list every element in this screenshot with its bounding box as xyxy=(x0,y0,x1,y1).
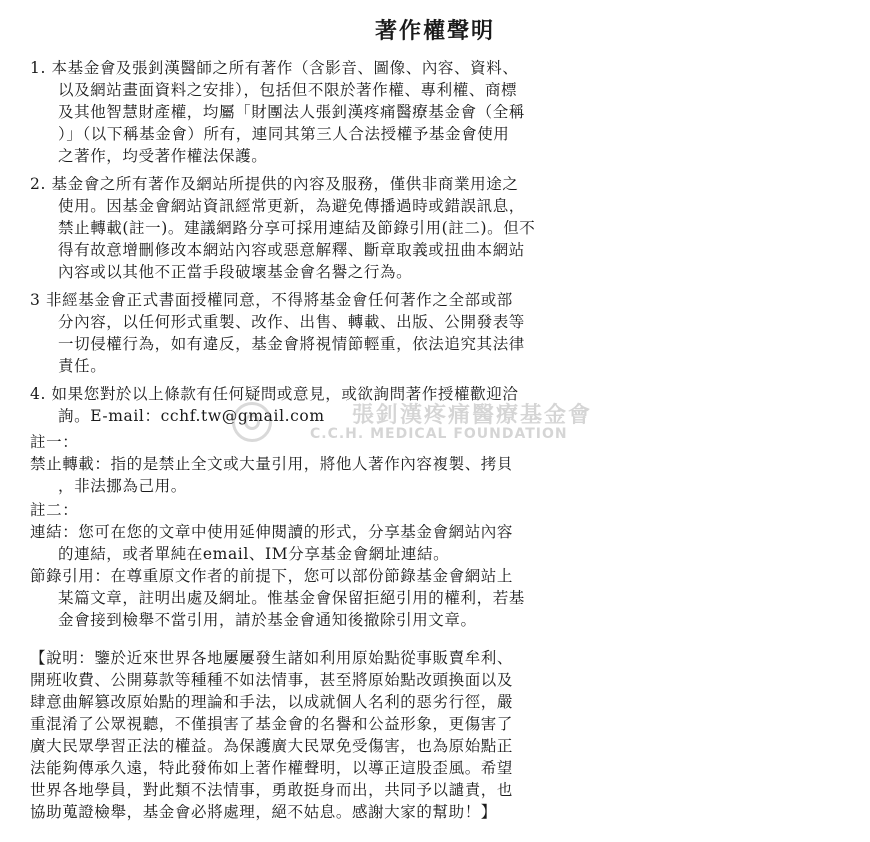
explanation-line-3: 肆意曲解篡改原始點的理論和手法，以成就個人名利的惡劣行徑，嚴 xyxy=(30,693,514,711)
note-1-line-2: ，非法挪為己用。 xyxy=(58,477,187,495)
note-2-line-5: 金會接到檢舉不當引用，請於基金會通知後撤除引用文章。 xyxy=(58,611,477,629)
clause-3-line-1: 3 非經基金會正式書面授權同意，不得將基金會任何著作之全部或部 xyxy=(30,291,513,309)
note-2-line-2: 的連結，或者單純在email、IM分享基金會網址連結。 xyxy=(58,545,450,563)
note-1-heading: 註一： xyxy=(30,433,79,451)
page-title: 著作權聲明 xyxy=(374,18,495,44)
note-2-line-4: 某篇文章，註明出處及網址。惟基金會保留拒絕引用的權利，若基 xyxy=(58,589,525,607)
clause-3-line-3: 一切侵權行為，如有違反，基金會將視情節輕重，依法追究其法律 xyxy=(58,335,525,353)
clause-1-line-2: 以及網站畫面資料之安排），包括但不限於著作權、專利權、商標 xyxy=(58,81,518,99)
watermark-name-en: C.C.H. MEDICAL FOUNDATION xyxy=(310,426,568,442)
note-2-heading: 註二： xyxy=(30,501,79,519)
note-2-line-3: 節錄引用：在尊重原文作者的前提下，您可以部份節錄基金會網站上 xyxy=(30,567,514,585)
clause-2-line-3: 禁止轉載(註一)。建議網路分享可採用連結及節錄引用(註二)。但不 xyxy=(58,219,536,237)
clause-1-line-1: 1. 本基金會及張釗漢醫師之所有著作（含影音、圖像、內容、資料、 xyxy=(30,59,519,77)
clause-2-line-2: 使用。因基金會網站資訊經常更新，為避免傳播過時或錯誤訊息， xyxy=(58,197,525,215)
clause-4-line-1: 4. 如果您對於以上條款有任何疑問或意見，或欲詢問著作授權歡迎洽 xyxy=(30,385,519,403)
watermark-name-cn: 張釗漢疼痛醫療基金會 xyxy=(352,402,593,428)
explanation-line-5: 廣大民眾學習正法的權益。為保護廣大民眾免受傷害，也為原始點正 xyxy=(30,737,514,755)
explanation-line-1: 【說明：鑒於近來世界各地屢屢發生諸如利用原始點從事販賣牟利、 xyxy=(30,649,514,667)
note-1-line-1: 禁止轉載：指的是禁止全文或大量引用，將他人著作內容複製、拷貝 xyxy=(30,455,514,473)
explanation-line-2: 開班收費、公開募款等種種不如法情事，甚至將原始點改頭換面以及 xyxy=(30,671,514,689)
clause-1-line-5: 之著作，均受著作權法保護。 xyxy=(58,147,268,165)
clause-1-line-3: 及其他智慧財產權，均屬「財團法人張釗漢疼痛醫療基金會（全稱 xyxy=(58,103,525,121)
explanation-line-4: 重混淆了公眾視聽，不僅損害了基金會的名譽和公益形象，更傷害了 xyxy=(30,715,514,733)
clause-1-line-4: ）」（以下稱基金會）所有，連同其第三人合法授權予基金會使用 xyxy=(58,125,510,143)
explanation-line-7: 世界各地學員，對此類不法情事，勇敢挺身而出，共同予以譴責，也 xyxy=(30,781,514,799)
note-2-line-1: 連結：您可在您的文章中使用延伸閱讀的形式，分享基金會網站內容 xyxy=(30,523,514,541)
clause-2-line-1: 2. 基金會之所有著作及網站所提供的內容及服務，僅供非商業用途之 xyxy=(30,175,519,193)
clause-2-line-4: 得有故意增刪修改本網站內容或惡意解釋、斷章取義或扭曲本網站 xyxy=(58,241,525,259)
clause-4-line-2: 詢。E-mail：cchf.tw@gmail.com xyxy=(58,407,325,425)
clause-3-line-2: 分內容，以任何形式重製、改作、出售、轉載、出版、公開發表等 xyxy=(58,313,525,331)
clause-2-line-5: 內容或以其他不正當手段破壞基金會名譽之行為。 xyxy=(58,263,413,281)
explanation-line-6: 法能夠傳承久遠，特此發佈如上著作權聲明，以導正這股歪風。希望 xyxy=(30,759,514,777)
explanation-line-8: 協助蒐證檢舉，基金會必將處理，絕不姑息。感謝大家的幫助！】 xyxy=(30,803,497,821)
clause-3-line-4: 責任。 xyxy=(58,357,107,375)
